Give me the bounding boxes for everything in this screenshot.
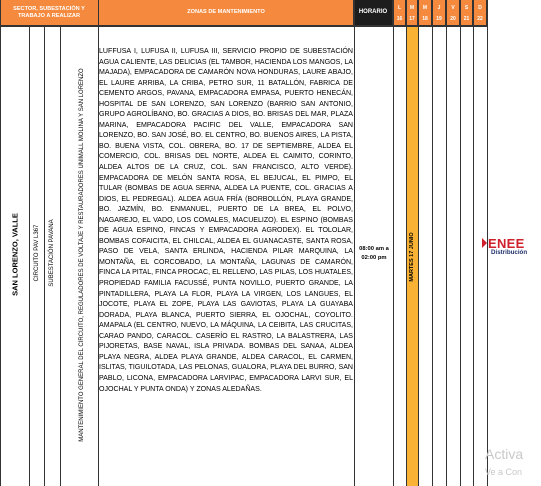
day-letter-4: J: [437, 5, 441, 11]
header-zonas-label: ZONAS DE MANTENIMIENTO: [187, 9, 265, 15]
day-number-4: 19: [436, 16, 442, 22]
substation-name: SUBESTACIÓN PAVANA: [49, 219, 55, 287]
schedule-end: 02:00 pm: [361, 255, 387, 261]
header-sector: [0, 0, 99, 26]
header-day-6: [460, 0, 473, 26]
header-day-7: [473, 0, 487, 26]
work-description: MANTENIMIENTO GENERAL DEL CIRCUITO, REGULADORES DE VOLTAJE Y RESTAURADORES UNIMALL MOLINA Y SAN LORENZO: [79, 68, 85, 442]
day-letter-3: M: [422, 5, 428, 11]
day-letter-1: L: [397, 5, 402, 11]
logo-triangle-icon: [482, 238, 487, 248]
header-horario: [354, 0, 393, 26]
day-number-6: 21: [463, 16, 470, 22]
header-sector-label: SECTOR, SUBESTACIÓN Y TRABAJO A REALIZAR: [13, 5, 85, 19]
day-number-2: 17: [409, 16, 415, 22]
day-letter-7: D: [478, 5, 482, 11]
schedule-start: 08:00 am a: [359, 246, 389, 252]
logo-subtitle: Distribución: [491, 249, 528, 256]
circuit-name: CIRCUITO PAV L367: [34, 224, 40, 282]
grid-line: [432, 0, 433, 486]
grid-line: [446, 0, 447, 486]
grid-line: [0, 0, 1, 486]
maintenance-zones-text: LUFFUSA I, LUFUSA II, LUFUSA III, SERVICIO PROPIO DE SUBESTACIÓN AGUA CALIENTE, LAS DELICIAS (EL TAMBOR, HACIENDA LOS MANGOS, LA MAJADA), EMPACADORA DE CAMARÓN NOVA HONDURAS, LAURE ABAJO, EL LAURE ARRIBA, LA CRIBA, PETRO SUR, 11 BATALLÓN, FABRICA DE CEMENTO ARGOS, PAVANA, EMPACADORA EMPASA, PUERTO HENECÁN, HOSPITAL DE SAN LORENZO, SAN LORENZO (BARRIO SAN ANTONIO, GRUPO AGROLÍBANO, BO. GRACIAS A DIOS, BO. BRISAS DEL MAR, PLAZA MARINA, EMPACADORA PACIFIC DEL VALLE, EMPACADORA SAN LORENZO, BO. SAN JOSÉ, BO. EL CENTRO, BO. BUENOS AIRES, LA PISTA, BO. BUENA VISTA, COL. OBRERA, BO. 17 DE SEPTIEMBRE, ALDEA EL COMERCIO, COL. BRISAS DEL NORTE, ALDEA EL CAIMITO, CORINTO, ALDEA ALTOS DE LA CRUZ, COL. SAN FRANCISCO, ALTO VERDE). EMPACADORA DE MELÓN SANTA ROSA, EL BEJUCAL, EL PIMPO, EL TULAR (BOMBAS DE AGUA SERNA, ALDEA LA PUENTE, COL. GRACIAS A DIOS, EL PEDREGAL). ALDEA AGUA FRÍA (BORBOLLÓN, PLAYA GRANDE, BO. JAZMÍN, BO. ENMANUEL, PUERTO DE LA BREA, EL POLVO, NAGAREJO, EL VADO, LOS COMALES, MACUELIZO). EL ESPINO (BOMBAS DE AGUA ESPINO, FINCAS Y EMPACADORA AGRODEX). EL TOLOLAR, BOMBAS COFAICITA, EL CHILCAL, ALDEA EL GUANACASTE, SANTA ROSA, PASO DE VELA, SANTA ERLINDA, HACIENDA PILAR MARQUINA, LA MONTAÑA, EL CORCOBADO, LA MONTAÑA, LAGUNAS DE CAMARÓN, FINCA LA PITAL, FINCA PROCAC, EL RELLENO, LAS PILAS, LOS HUATALES, PROPIEDAD FAMILIA FACUSSÉ, PUNTA NOVILLO, PUERTO GRANDE, LA PINTADILLERA, PLAYA LA FLOR, PLAYA LA VIRGEN, LOS LANGUES, EL JOCOTE, PLAYA EL ZOPE, PLAYA LAS GAVIOTAS, PLAYA LA GUAYABA DORADA, PLAYA BLANCA, PUERTO SIERRA, EL OJOCHAL, COYOLITO. AMAPALA (EL CENTRO, NUEVO, LA MÁQUINA, LA CEIBITA, LAS CRUCITAS, CARAO PANDO, CARACOL. CASERÍO EL RASTRO, LA BALASTRERA, LAS PIJORETAS, BASE NAVAL, ISLA PRIVADA. BOMBAS DEL SANAA, ALDEA PLAYA NEGRA, ALDEA PLAYA GRANDE, ALDEA CARACOL, EL CARMEN, ISLITAS, TIGUILOTADA, LAS PELONAS, GUALORA, PLAYA DEL BURRO, SAN PABLO, LICONA, EMPACADORA LARVIPAC, EMPACADORA LARVI SUR, EL OJOCHAL Y PUNTA ONDA) Y ZONAS ALEDAÑAS.: [99, 48, 353, 393]
grid-line: [44, 26, 45, 486]
day-letter-5: V: [451, 5, 455, 11]
grid-line: [473, 0, 474, 486]
day-letter-2: M: [409, 5, 415, 11]
day-number-5: 20: [450, 16, 456, 22]
watermark-line1: Activa: [485, 446, 524, 462]
grid-line: [460, 0, 461, 486]
sector-name: SAN LORENZO, VALLE: [10, 213, 20, 296]
schedule-cell: [354, 245, 394, 263]
grid-line: [393, 0, 394, 486]
maintenance-date: MARTES 17 JUNIO: [409, 232, 415, 282]
watermark-line2: Ve a Con: [485, 467, 523, 477]
header-day-1: [393, 0, 406, 26]
logo-text: ENEE: [488, 236, 525, 251]
day-number-3: 18: [422, 16, 428, 22]
header-day-5: [446, 0, 460, 26]
grid-line: [29, 26, 30, 486]
header-day-2: [406, 0, 418, 26]
day-number-7: 22: [477, 16, 483, 22]
header-day-3: [418, 0, 432, 26]
day-letter-6: S: [464, 5, 469, 11]
header-divider: [0, 26, 487, 27]
grid-line: [406, 0, 407, 486]
header-horario-label: HORARIO: [358, 8, 388, 15]
grid-line: [354, 0, 355, 486]
day-number-1: 16: [396, 16, 403, 22]
header-day-4: [432, 0, 446, 26]
enee-logo: [482, 236, 541, 256]
header-zonas: [99, 0, 354, 26]
grid-line: [60, 26, 61, 486]
grid-line: [418, 0, 419, 486]
